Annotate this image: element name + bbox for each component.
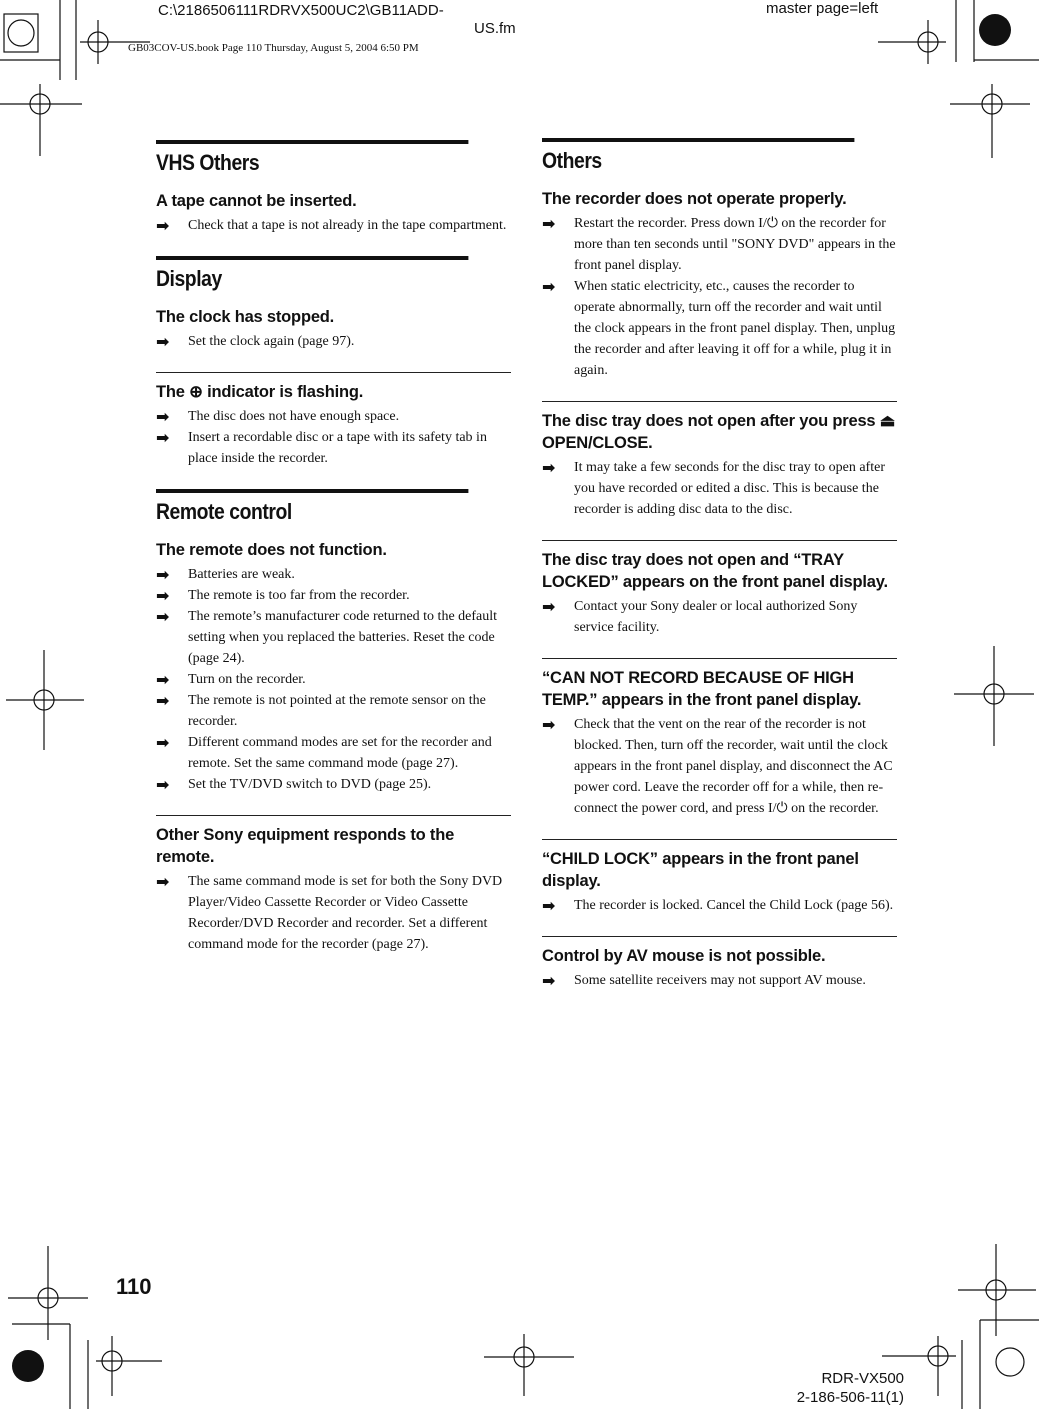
answer: Some satellite receivers may not support AV mouse. (574, 973, 866, 988)
section-title-vhs-others: VHS Others (156, 140, 468, 176)
answer: Insert a recordable disc or a tape with its safety tab in place inside the recorder. (188, 430, 487, 466)
answer: When static electricity, etc., causes the recorder to operate abnormally, turn off the recorder and wait until the clock appears in the front panel display. Then, unplug the recorder and after leaving it off for a while, plug it in again. (574, 279, 896, 378)
model-name: RDR-VX500 (821, 1370, 904, 1387)
answer: Batteries are weak. (188, 567, 295, 582)
qa-item (156, 539, 511, 795)
separator (156, 372, 511, 373)
qa-item (156, 190, 511, 236)
answer: Check that the vent on the rear of the recorder is not blocked. Then, turn off the recorder, wait until the clock appears in the front panel display, and disconnect the AC power cord. Leave the recorder off for a while, then re-connect the power cord, and press I/⏻ on the recorder. (574, 717, 893, 816)
separator (542, 540, 897, 541)
page-number: 110 (116, 1274, 152, 1299)
separator (156, 815, 511, 816)
arrow-icon: ➡ (542, 277, 556, 296)
file-path-continued: US.fm (474, 20, 516, 37)
solid-registration-dot-icon (12, 1350, 44, 1382)
question: A tape cannot be inserted. (156, 192, 357, 210)
separator (542, 839, 897, 840)
arrow-icon: ➡ (542, 597, 556, 616)
answer: The remote is not pointed at the remote sensor on the recorder. (188, 693, 486, 729)
arrow-icon: ➡ (156, 691, 170, 710)
answer: Different command modes are set for the recorder and remote. Set the same command mode (page 27). (188, 735, 492, 771)
qa-item (542, 667, 897, 819)
arrow-icon: ➡ (542, 896, 556, 915)
qa-item (542, 848, 897, 916)
arrow-icon: ➡ (156, 407, 170, 426)
question: Control by AV mouse is not possible. (542, 947, 826, 965)
qa-item (156, 306, 511, 352)
section-title-display: Display (156, 256, 468, 292)
arrow-icon: ➡ (156, 607, 170, 626)
answer: The same command mode is set for both the Sony DVD Player/Video Cassette Recorder or Video Cassette Recorder/DVD Recorder and recorder. Set a different command mode for the recorder (page 27). (188, 874, 503, 952)
answer: It may take a few seconds for the disc tray to open after you have recorded or edited a disc. This is because the recorder is adding disc data to the disc. (574, 460, 885, 517)
arrow-icon: ➡ (156, 775, 170, 794)
question: The ⊕ indicator is flashing. (156, 383, 364, 401)
color-calibration-mark-icon (996, 1348, 1024, 1376)
arrow-icon: ➡ (542, 214, 556, 233)
section-title-others: Others (542, 138, 854, 174)
answer: The disc does not have enough space. (188, 409, 400, 424)
question: The remote does not function. (156, 541, 387, 559)
left-column (156, 140, 511, 955)
question: The disc tray does not open after you press ⏏ OPEN/CLOSE. (542, 412, 896, 452)
qa-item (542, 549, 897, 638)
question: “CAN NOT RECORD BECAUSE OF HIGH TEMP.” appears in the front panel display. (542, 669, 862, 709)
arrow-icon: ➡ (542, 971, 556, 990)
right-column (542, 138, 897, 991)
question: The clock has stopped. (156, 308, 335, 326)
arrow-icon: ➡ (156, 332, 170, 351)
separator (542, 658, 897, 659)
arrow-icon: ➡ (156, 670, 170, 689)
question: “CHILD LOCK” appears in the front panel display. (542, 850, 859, 890)
answer: Restart the recorder. Press down I/⏻ on the recorder for more than ten seconds until "SONY DVD" appears in the front panel display. (574, 216, 896, 273)
question: Other Sony equipment responds to the remote. (156, 826, 455, 866)
arrow-icon: ➡ (156, 872, 170, 891)
answer: The remote is too far from the recorder. (188, 588, 410, 603)
qa-item (542, 945, 897, 991)
qa-item (542, 410, 897, 520)
answer: Contact your Sony dealer or local authorized Sony service facility. (574, 599, 858, 635)
arrow-icon: ➡ (542, 715, 556, 734)
solid-registration-dot-icon (979, 14, 1011, 46)
arrow-icon: ➡ (156, 733, 170, 752)
answer: The recorder is locked. Cancel the Child Lock (page 56). (574, 898, 894, 913)
answer: Set the TV/DVD switch to DVD (page 25). (188, 777, 432, 792)
answer: Turn on the recorder. (188, 672, 306, 687)
section-title-remote-control: Remote control (156, 489, 468, 525)
arrow-icon: ➡ (542, 458, 556, 477)
file-path: C:\2186506111RDRVX500UC2\GB11ADD- (158, 2, 444, 19)
master-page-label: master page=left (766, 0, 879, 17)
separator (542, 936, 897, 937)
question: The disc tray does not open and “TRAY LOCKED” appears on the front panel display. (542, 551, 888, 591)
qa-item (156, 824, 511, 955)
arrow-icon: ➡ (156, 565, 170, 584)
book-info: GB03COV-US.book Page 110 Thursday, August 5, 2004 6:50 PM (128, 42, 419, 54)
answer: Set the clock again (page 97). (188, 334, 355, 349)
answer: The remote’s manufacturer code returned to the default setting when you replaced the batteries. Reset the code (page 24). (188, 609, 498, 666)
arrow-icon: ➡ (156, 586, 170, 605)
qa-item (156, 381, 511, 469)
arrow-icon: ➡ (156, 216, 170, 235)
question: The recorder does not operate properly. (542, 190, 847, 208)
part-number: 2-186-506-11(1) (796, 1389, 904, 1406)
answer: Check that a tape is not already in the tape compartment. (188, 218, 507, 233)
qa-item (542, 188, 897, 381)
arrow-icon: ➡ (156, 428, 170, 447)
separator (542, 401, 897, 402)
